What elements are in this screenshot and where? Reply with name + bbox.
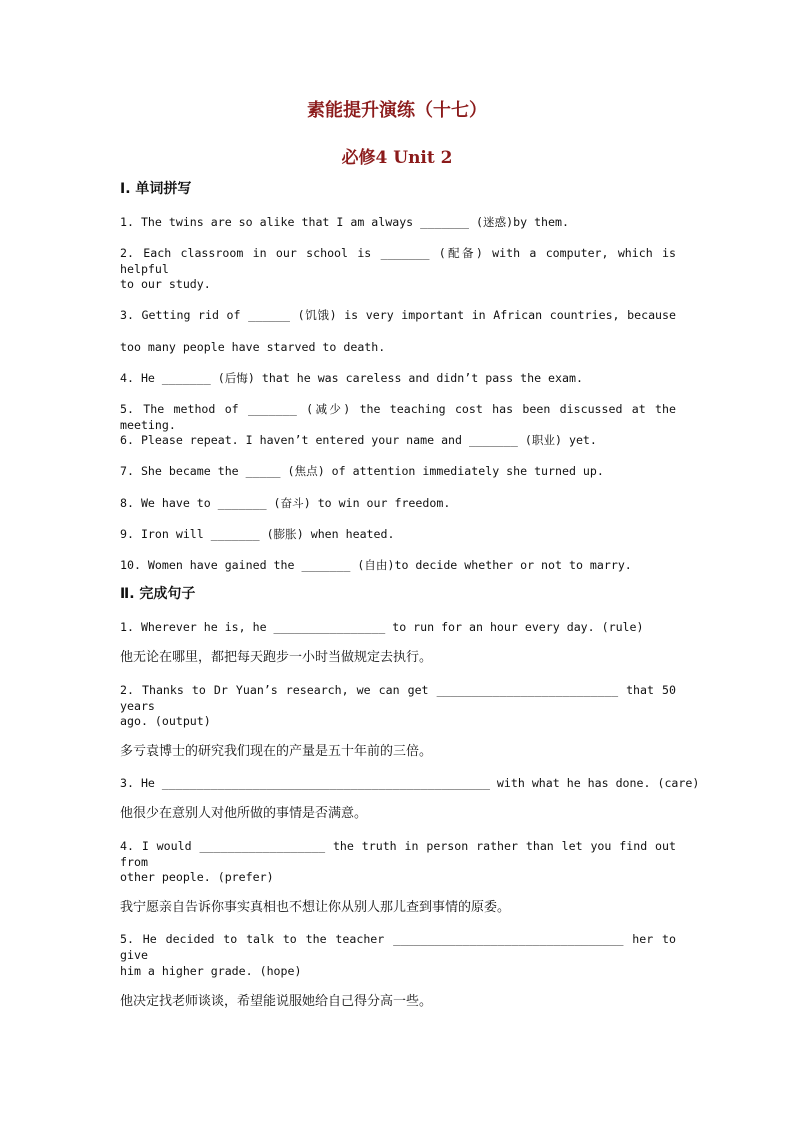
translation-line: 多亏袁博士的研究我们现在的产量是五十年前的三倍。 xyxy=(120,744,433,759)
exercise-line: 10. Women have gained the _______ (自由)to decide whether or not to marry. xyxy=(120,558,632,572)
exercise-line: 8. We have to _______ (奋斗) to win our freedom. xyxy=(120,496,451,510)
exercise-line: 1. The twins are so alike that I am always _______ (迷惑)by them. xyxy=(120,215,569,229)
exercise-line: him a higher grade. (hope) xyxy=(120,964,302,978)
translation-line: 他很少在意别人对他所做的事情是否满意。 xyxy=(120,806,368,821)
exercise-line: 5. The method of _______ (减少) the teaching cost has been discussed at the meeting. xyxy=(120,402,676,432)
exercise-line: 1. Wherever he is, he ________________ to run for an hour every day. (rule) xyxy=(120,620,644,634)
exercise-line: 4. He _______ (后悔) that he was careless and didn’t pass the exam. xyxy=(120,371,583,385)
document-title: 素能提升演练（十七） xyxy=(307,100,487,121)
exercise-line: 7. She became the _____ (焦点) of attention immediately she turned up. xyxy=(120,464,604,478)
translation-line: 我宁愿亲自告诉你事实真相也不想让你从别人那儿查到事情的原委。 xyxy=(120,900,511,915)
exercise-line: to our study. xyxy=(120,277,211,291)
exercise-line: 9. Iron will _______ (膨胀) when heated. xyxy=(120,527,395,541)
exercise-line: 2. Thanks to Dr Yuan’s research, we can get __________________________ that 50 years xyxy=(120,683,676,713)
exercise-line: 5. He decided to talk to the teacher _________________________________ her to give xyxy=(120,932,676,962)
exercise-line: other people. (prefer) xyxy=(120,870,274,884)
exercise-line: 6. Please repeat. I haven’t entered your name and _______ (职业) yet. xyxy=(120,433,597,447)
exercise-line: 3. He _______________________________________________ with what he has done. (care) xyxy=(120,776,700,790)
exercise-line: ago. (output) xyxy=(120,714,211,728)
translation-line: 他无论在哪里，都把每天跑步一小时当做规定去执行。 xyxy=(120,650,433,665)
section-heading-complete-sentences: Ⅱ. 完成句子 xyxy=(120,586,196,602)
exercise-line: 3. Getting rid of ______ (饥饿) is very important in African countries, because xyxy=(120,308,676,322)
exercise-line: too many people have starved to death. xyxy=(120,340,386,354)
exercise-line: 2. Each classroom in our school is _______ (配备) with a computer, which is helpful xyxy=(120,246,676,276)
exercise-line: 4. I would __________________ the truth in person rather than let you find out from xyxy=(120,839,676,869)
translation-line: 他决定找老师谈谈，希望能说服她给自己得分高一些。 xyxy=(120,994,433,1009)
document-subtitle: 必修4 Unit 2 xyxy=(341,148,453,168)
section-heading-word-spelling: Ⅰ. 单词拼写 xyxy=(120,181,192,197)
